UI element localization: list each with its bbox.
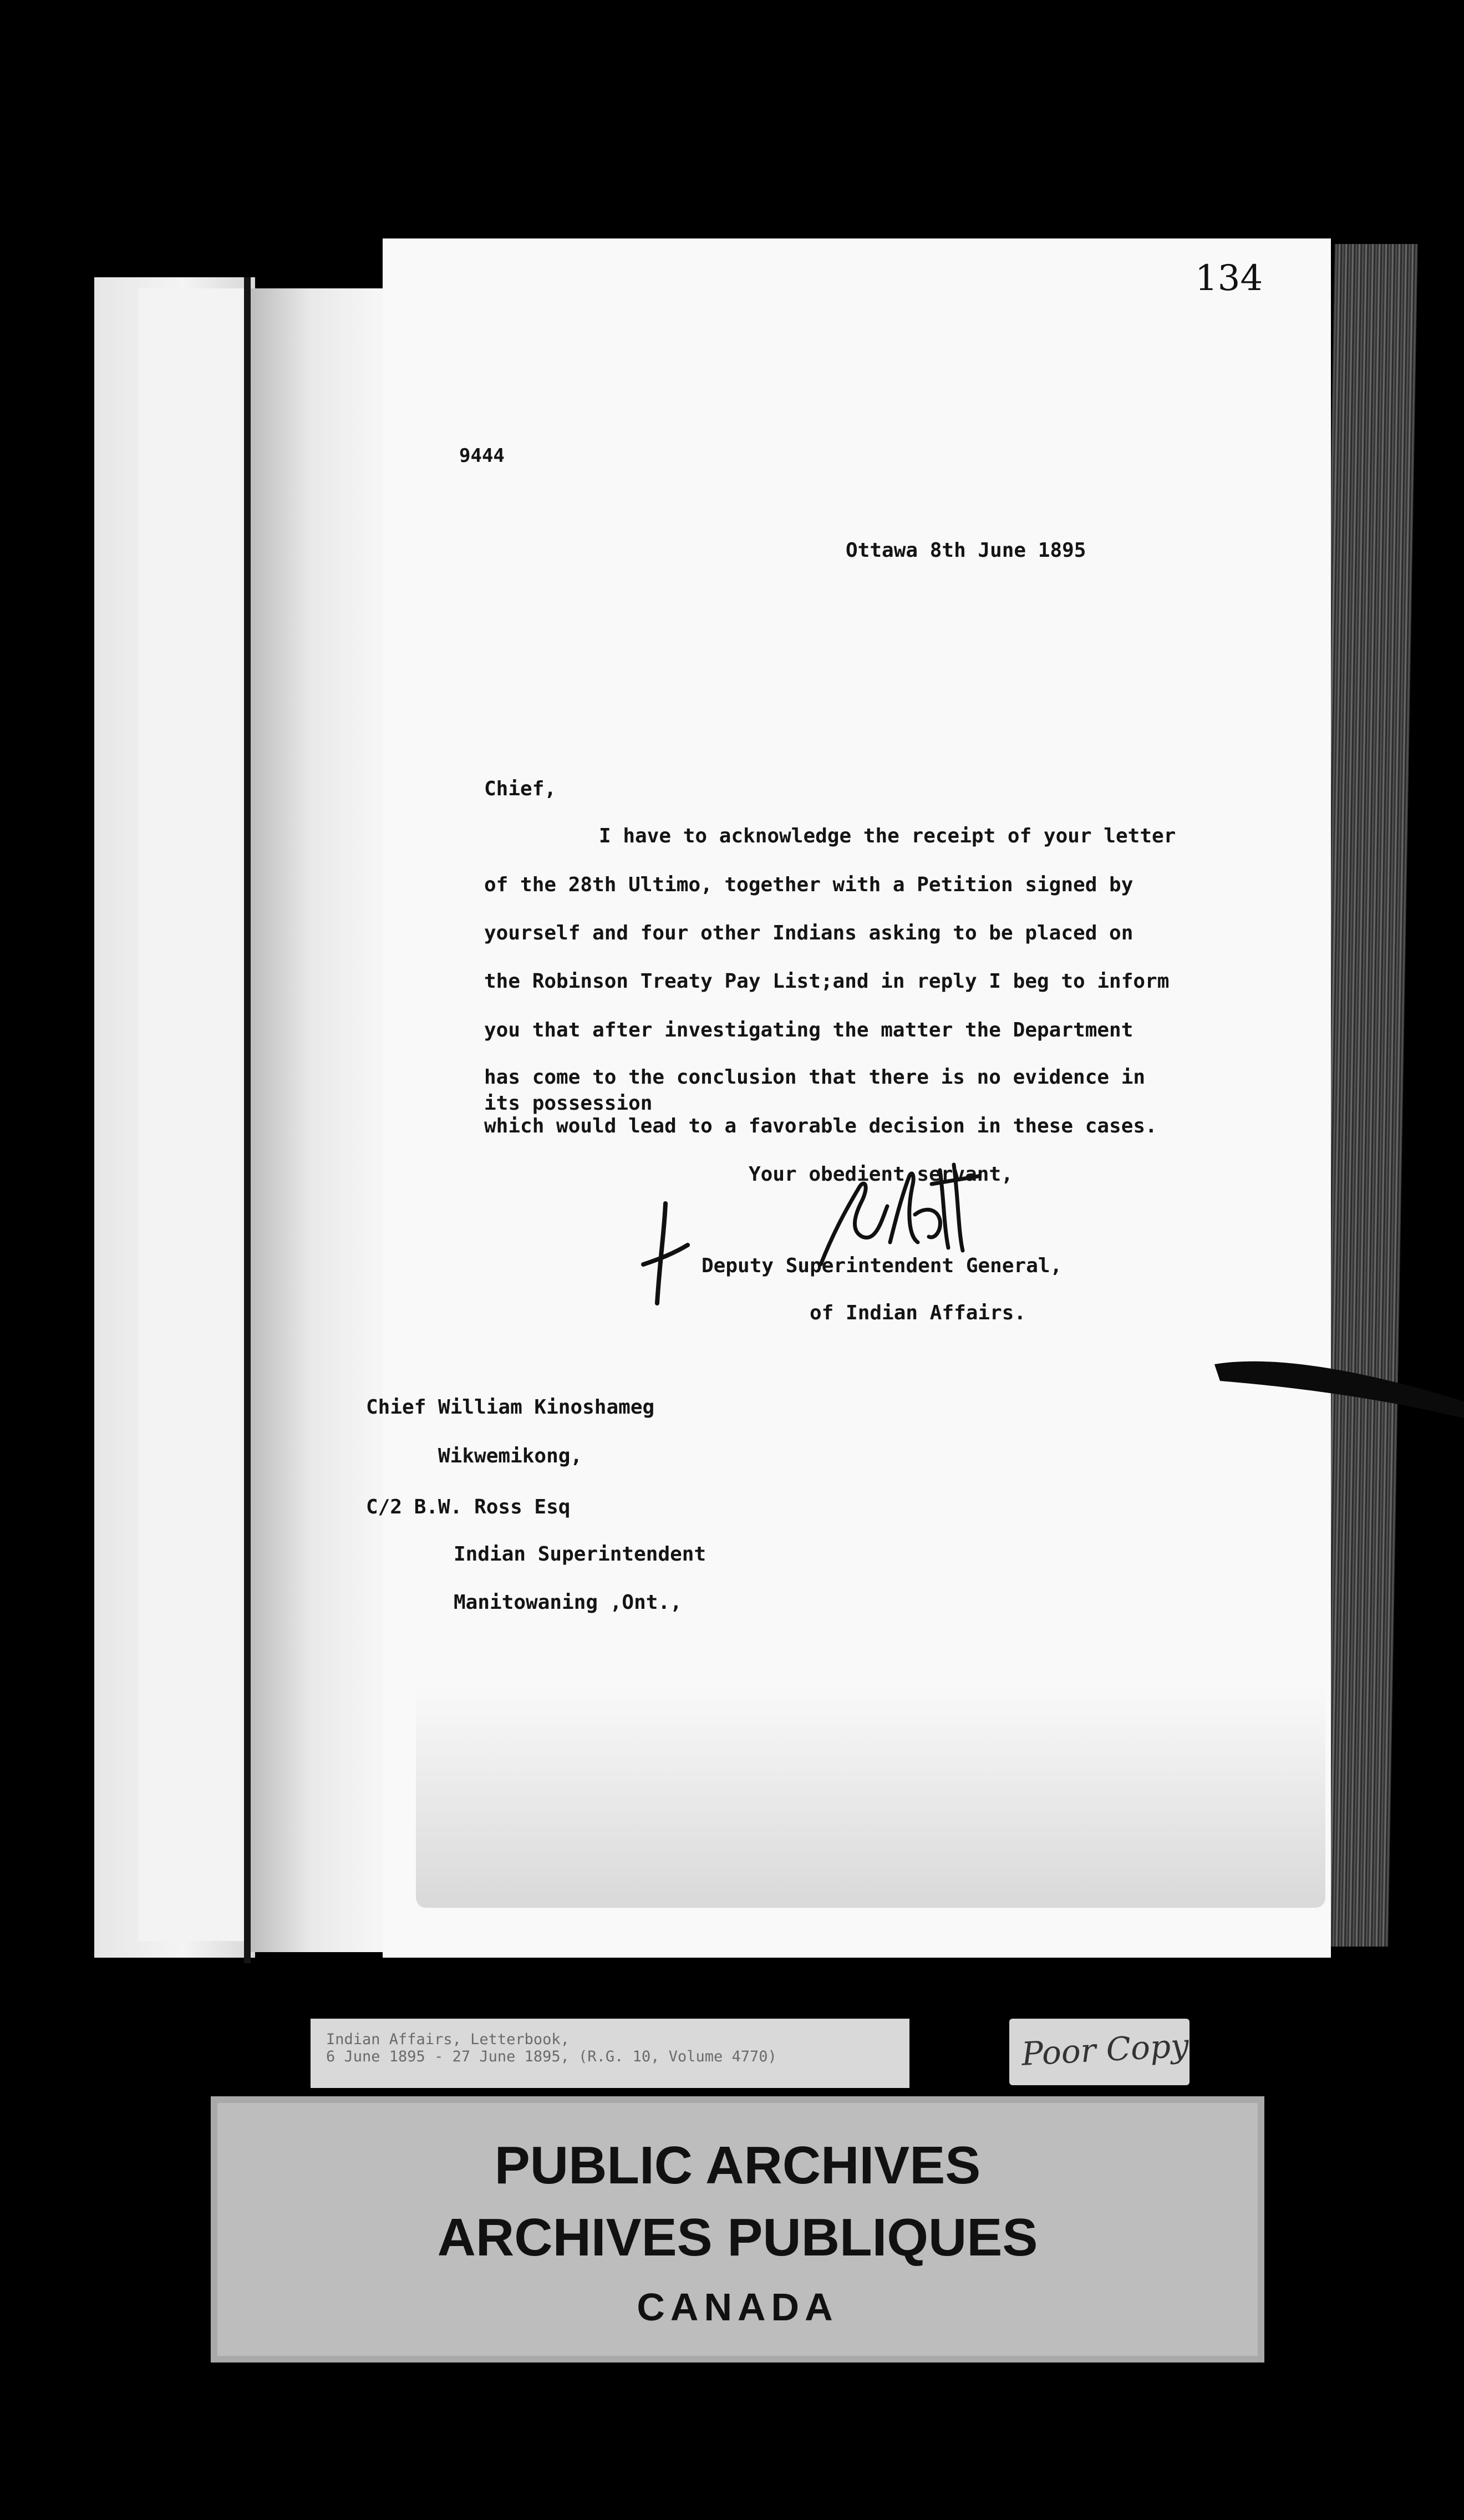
title-line-2: of Indian Affairs. xyxy=(810,1302,1026,1324)
body-line: the Robinson Treaty Pay List;and in reply I beg to inform xyxy=(484,970,1170,993)
addressee-care-of: C/2 B.W. Ross Esq xyxy=(366,1496,571,1518)
page-number: 134 xyxy=(1195,258,1263,299)
archives-line-en: PUBLIC ARCHIVES xyxy=(494,2136,981,2195)
addressee-name: Chief William Kinoshameg xyxy=(366,1396,655,1419)
book-gutter xyxy=(244,277,251,1963)
title-line-1: Deputy Superintendent General, xyxy=(702,1254,1063,1277)
addressee-town: Manitowaning ,Ont., xyxy=(454,1591,682,1614)
addressee-place: Wikwemikong, xyxy=(438,1445,583,1467)
salutation: Chief, xyxy=(484,778,557,800)
page-bottom-shade xyxy=(416,1686,1325,1908)
archives-line-country: CANADA xyxy=(637,2285,838,2329)
poor-copy-note xyxy=(1009,2019,1190,2085)
closing: Your obedient servant, xyxy=(749,1163,1013,1186)
body-line: yourself and four other Indians asking to be placed on xyxy=(484,922,1133,944)
archives-banner xyxy=(211,2096,1264,2362)
gutter-shadow xyxy=(251,288,384,1952)
body-line: you that after investigating the matter the Department xyxy=(484,1019,1133,1041)
date-line: Ottawa 8th June 1895 xyxy=(846,539,1086,562)
reference-line-1: Indian Affairs, Letterbook, xyxy=(326,2031,570,2048)
body-line: which would lead to a favorable decision in these cases. xyxy=(484,1115,1157,1137)
handwritten-mark xyxy=(632,1198,693,1309)
page-fold-tab xyxy=(1214,1353,1464,1420)
body-line: I have to acknowledge the receipt of your letter xyxy=(599,825,1176,847)
left-page-inner-leaf xyxy=(139,288,244,1941)
poor-copy-text: Poor Copy xyxy=(1020,2026,1190,2073)
archive-reference-label xyxy=(311,2019,909,2088)
addressee-position: Indian Superintendent xyxy=(454,1543,706,1566)
body-line: of the 28th Ultimo, together with a Petition signed by xyxy=(484,873,1133,896)
reference-line-2: 6 June 1895 - 27 June 1895, (R.G. 10, Volume 4770) xyxy=(326,2048,777,2066)
body-line: has come to the conclusion that there is no evidence in xyxy=(484,1066,1146,1089)
file-number: 9444 xyxy=(459,445,505,467)
body-line: its possession xyxy=(484,1092,653,1115)
archives-line-fr: ARCHIVES PUBLIQUES xyxy=(437,2208,1038,2267)
